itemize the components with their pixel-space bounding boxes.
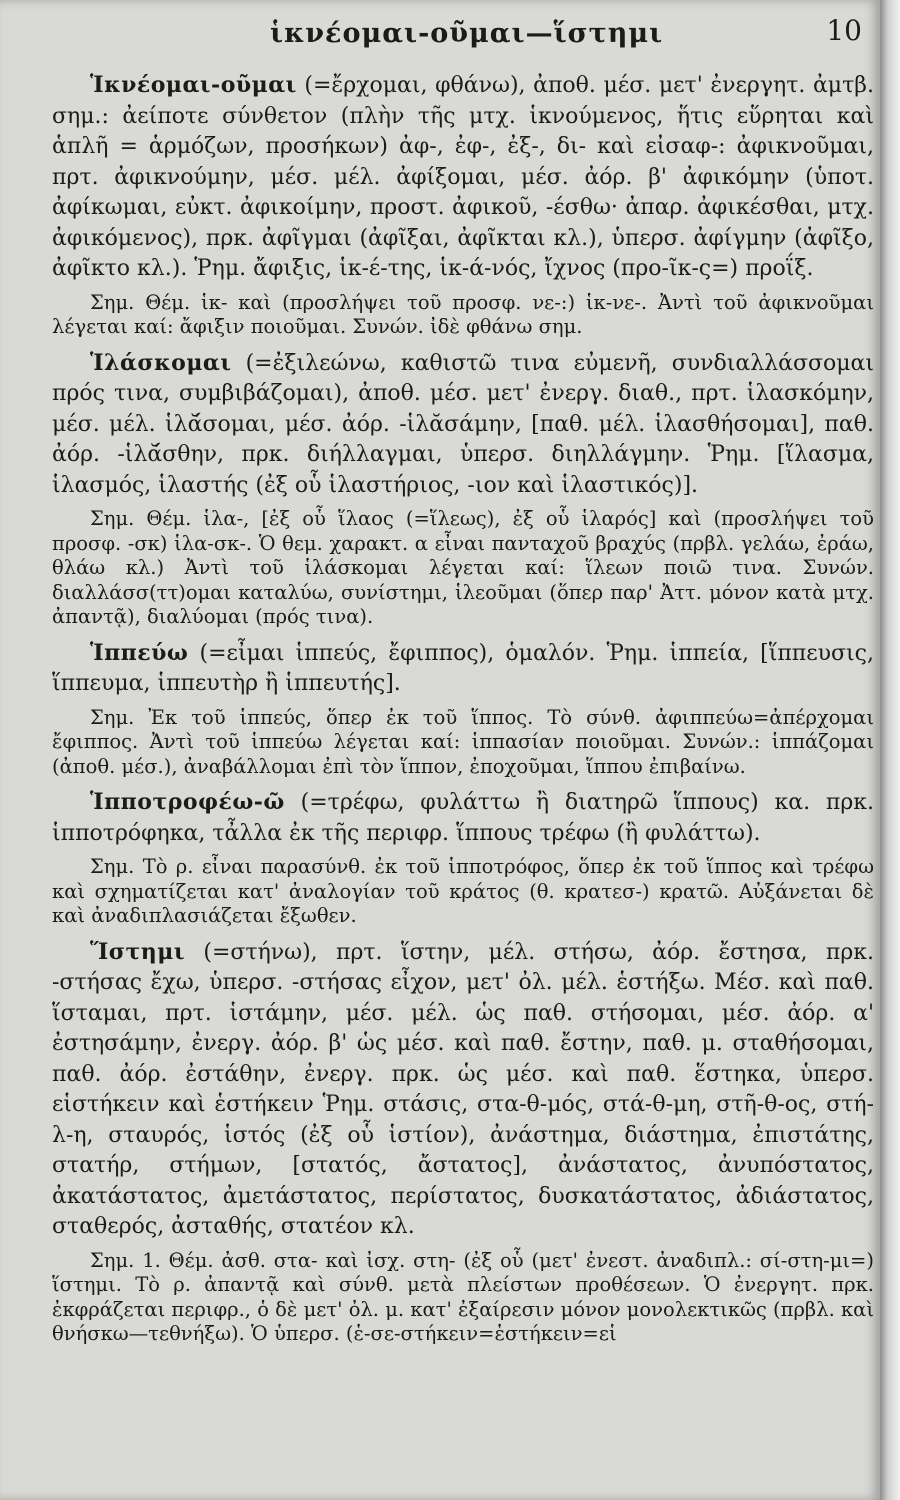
running-head: ἱκνέομαι-οῦμαι—ἵστημι	[270, 18, 664, 49]
entry-note: Σημ. Θέμ. ἱλα-, [ἐξ οὗ ἵλαος (=ἵλεως), ἐξ οὗ ἱλαρός] καὶ (προσλήψει τοῦ προσφ. -σκ) ἱλα-σκ-. Ὁ θεμ. χαρακτ. α εἶναι πανταχοῦ βραχύς (πρβλ. γελάω, ἐράω, θλάω κλ.) Ἀντὶ τοῦ ἱλάσκομαι λέγεται καί: ἵλεων ποιῶ τινα. Συνών. διαλλάσσ(ττ)ομαι καταλύω, συνίστημι, ἱλεοῦμαι (ὅπερ παρ' Ἀττ. μόνον κατὰ μτχ. ἀπαντᾷ), διαλύομαι (πρός τινα).	[52, 507, 874, 628]
entry-lemma: Ἱππεύω	[90, 639, 189, 666]
entry-body: (=ἐξιλεώνω, καθιστῶ τινα εὐμενῆ, συνδιαλλάσσομαι πρός τινα, συμβιβάζομαι), ἀποθ. μέσ. μετ' ἐνεργ. διαθ., πρτ. ἱλασκόμην, μέσ. μέλ. ἱλᾰ́σομαι, μέσ. ἀόρ. -ἱλᾰσάμην, [παθ. μέλ. ἱλασθήσομαι], παθ. ἀόρ. -ἱλᾰ́σθην, πρκ. διήλλαγμαι, ὑπερσ. διηλλάγμην. Ῥημ. [ἵλασμα, ἱλασμός, ἱλαστής (ἐξ οὗ ἱλαστήριος, -ιον καὶ ἱλαστικός)].	[52, 350, 874, 498]
entry-body: (=ἔρχομαι, φθάνω), ἀποθ. μέσ. μετ' ἐνεργητ. ἀμτβ. σημ.: ἀείποτε σύνθετον (πλὴν τῆς μτχ. ἱκνούμενος, ἥτις εὕρηται καὶ ἁπλῆ = ἁρμόζων, προσήκων) ἀφ-, ἐφ-, ἐξ-, δι- καὶ εἰσαφ-: ἀφικνοῦμαι, πρτ. ἀφικνούμην, μέσ. μέλ. ἀφίξομαι, μέσ. ἀόρ. β' ἀφικόμην (ὑποτ. ἀφίκωμαι, εὐκτ. ἀφικοίμην, προστ. ἀφικοῦ, -έσθω· ἀπαρ. ἀφικέσθαι, μτχ. ἀφικόμενος), πρκ. ἀφῖγμαι (ἀφῖξαι, ἀφῖκται κλ.), ὑπερσ. ἀφίγμην (ἀφῖξο, ἀφῖκτο κλ.). Ῥημ. ἄφιξις, ἱκ-έ-της, ἱκ-ά-νός, ἴχνος (προ-ῖκ-ς=) προΐξ.	[52, 73, 874, 281]
page-edge-shadow	[880, 0, 900, 1500]
entry-note: Σημ. Θέμ. ἱκ- καὶ (προσλήψει τοῦ προσφ. νε-:) ἱκ-νε-. Ἀντὶ τοῦ ἀφικνοῦμαι λέγεται καί: ἄφιξιν ποιοῦμαι. Συνών. ἰδὲ φθάνω σημ.	[52, 290, 874, 338]
page-header	[0, 12, 880, 52]
entry-body: (=στήνω), πρτ. ἵστην, μέλ. στήσω, ἀόρ. ἔστησα, πρκ. -στήσας ἔχω, ὑπερσ. -στήσας εἶχον, μετ' ὀλ. μέλ. ἑστήξω. Μέσ. καὶ παθ. ἵσταμαι, πρτ. ἱστάμην, μέσ. μέλ. ὡς παθ. στήσομαι, μέσ. ἀόρ. α' ἐστησάμην, ἐνεργ. ἀόρ. β' ὡς μέσ. καὶ παθ. ἔστην, παθ. μ. σταθήσομαι, παθ. ἀόρ. ἐστάθην, ἐνεργ. πρκ. ὡς μέσ. καὶ παθ. ἕστηκα, ὑπερσ. εἱστήκειν καὶ ἑστήκειν Ῥημ. στάσις, στα-θ-μός, στά-θ-μη, στῆ-θ-ος, στή-λ-η, σταυρός, ἱστός (ἐξ οὗ ἱστίον), ἀνάστημα, διάστημα, ἐπιστάτης, στατήρ, στήμων, [στατός, ἄστατος], ἀνάστατος, ἀνυπόστατος, ἀκατάστατος, ἀμετάστατος, περίστατος, δυσκατάστατος, ἀδιάστατος, σταθερός, ἀσταθής, στατέον κλ.	[52, 939, 874, 1239]
entry-note: Σημ. Τὸ ρ. εἶναι παρασύνθ. ἐκ τοῦ ἱπποτρόφος, ὅπερ ἐκ τοῦ ἵππος καὶ τρέφω καὶ σχηματίζεται κατ' ἀναλογίαν τοῦ κράτος (θ. κρατεσ-) κρατῶ. Αὐξάνεται δὲ καὶ ἀναδιπλασιάζεται ἔξωθεν.	[52, 855, 874, 927]
entry-main	[52, 348, 874, 502]
entry-note: Σημ. 1. Θέμ. ἀσθ. στα- καὶ ἰσχ. στη- (ἐξ οὗ (μετ' ἐνεστ. ἀναδιπλ.: σί-στη-μι=) ἵστημι. Τὸ ρ. ἀπαντᾷ καὶ σύνθ. μετὰ πλείστων προθέσεων. Ὁ ἐνεργητ. πρκ. ἐκφράζεται περιφρ., ὁ δὲ μετ' ὀλ. μ. κατ' ἐξαίρεσιν μόνον μονολεκτικῶς (πρβλ. καὶ θνήσκω—τεθνήξω). Ὁ ὑπερσ. (ἑ-σε-στήκειν=ἑστήκειν=εἱ	[52, 1248, 874, 1345]
entry-lemma: Ἱκνέομαι-οῦμαι	[90, 72, 297, 98]
entry-body: (=τρέφω, φυλάττω ἢ διατηρῶ ἵππους) κα. πρκ. ἱπποτρόφηκα, τἆλλα ἐκ τῆς περιφρ. ἵππους τρέφω (ἢ φυλάττω).	[52, 790, 874, 846]
entry-hippeúo	[52, 638, 874, 780]
entry-lemma: Ἱπποτροφέω-ῶ	[90, 789, 285, 815]
entry-lemma: Ἵστημι	[90, 938, 186, 965]
entry-note: Σημ. Ἐκ τοῦ ἱππεύς, ὅπερ ἐκ τοῦ ἵππος. Τὸ σύνθ. ἀφιππεύω=ἀπέρχομαι ἔφιππος. Ἀντὶ τοῦ ἱππεύω λέγεται καί: ἱππασίαν ποιοῦμαι. Συνών.: ἱππάζομαι (ἀποθ. μέσ.), ἀναβάλλομαι ἐπὶ τὸν ἵππον, ἐποχοῦμαι, ἵππου ἐπιβαίνω.	[52, 705, 874, 778]
entry-main	[52, 937, 874, 1243]
entry-iknéomai	[52, 70, 874, 340]
dictionary-column	[52, 70, 874, 1355]
entry-hístemi	[52, 937, 874, 1347]
entry-lemma: Ἱλάσκομαι	[90, 349, 232, 376]
entry-main	[52, 787, 874, 849]
entry-main	[52, 70, 874, 285]
entry-main	[52, 638, 874, 700]
page-number: 10	[826, 14, 862, 47]
entry-hippotrophéo	[52, 787, 874, 929]
entry-body: (=εἶμαι ἱππεύς, ἔφιππος), ὁμαλόν. Ῥημ. ἱππεία, [ἵππευσις, ἵππευμα, ἱππευτὴρ ἢ ἱππευτής].	[52, 640, 874, 696]
entry-hiláskomai	[52, 348, 874, 630]
